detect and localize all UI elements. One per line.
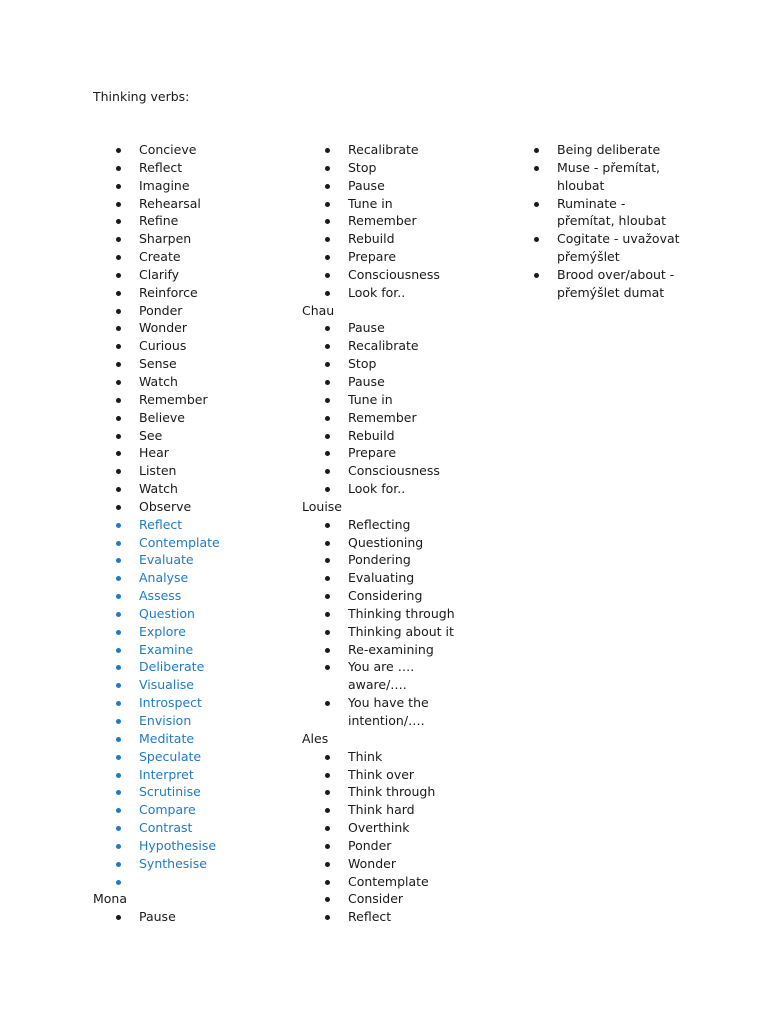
list-item-text: Think through <box>348 784 436 800</box>
list-item <box>302 462 502 480</box>
list-item <box>302 837 502 855</box>
bullet-icon <box>116 309 121 314</box>
bullet-icon <box>116 594 121 599</box>
list-item <box>302 319 502 337</box>
list-item-text: Scrutinise <box>139 784 201 800</box>
list-item-text: Reflect <box>348 909 392 925</box>
list-item <box>93 462 293 480</box>
list-item <box>93 837 293 855</box>
bullet-icon <box>325 487 330 492</box>
bullet-icon <box>116 237 121 242</box>
bullet-icon <box>325 291 330 296</box>
list-item <box>302 641 502 659</box>
list-item-text: Questioning <box>348 534 424 550</box>
list-item-text: Concieve <box>139 142 197 157</box>
list-item <box>93 498 293 516</box>
bullet-icon <box>116 523 121 528</box>
list-item-text: Considering <box>348 588 423 604</box>
bullet-icon <box>325 808 330 813</box>
bullet-icon <box>534 202 539 207</box>
list-item-text: Ruminate - přemítat, hloubat <box>557 195 667 229</box>
list-item-text: Reflect <box>139 516 183 532</box>
bullet-icon <box>116 844 121 849</box>
document-title: Thinking verbs: <box>93 89 190 104</box>
list-item-text: Hypothesise <box>139 837 217 853</box>
bullet-icon <box>116 648 121 653</box>
list-item-text: Remember <box>348 409 417 425</box>
list-item <box>511 141 681 159</box>
list-item <box>93 908 293 926</box>
list-item-text: Tune in <box>348 391 393 407</box>
list-item-text: Tune in <box>348 195 393 211</box>
list-item <box>302 623 502 641</box>
bullet-icon <box>325 398 330 403</box>
list-item <box>302 908 502 926</box>
list-item <box>93 569 293 587</box>
list-item-text: Brood over/about - přemýšlet dumat <box>557 266 675 300</box>
list-item <box>93 748 293 766</box>
bullet-icon <box>325 826 330 831</box>
bullet-icon <box>534 148 539 153</box>
bullet-icon <box>116 665 121 670</box>
list-item <box>302 195 502 213</box>
bullet-icon <box>116 148 121 153</box>
bullet-icon <box>325 790 330 795</box>
list-item <box>302 694 472 730</box>
list-item-text: Contemplate <box>139 534 220 550</box>
list-item-text: Consider <box>348 891 404 907</box>
bullet-icon <box>116 880 121 885</box>
list-item-text: Pause <box>139 909 176 925</box>
list-item-text: Wonder <box>139 320 187 336</box>
list-item-text: Ponder <box>139 302 183 318</box>
list-item-text: You have the intention/…. <box>348 695 429 728</box>
list-item-text: Watch <box>139 373 178 389</box>
list-item-text: Rebuild <box>348 427 395 443</box>
list-item-text: Speculate <box>139 748 202 764</box>
list-item <box>302 783 502 801</box>
bullet-icon <box>116 398 121 403</box>
bullet-icon <box>534 237 539 242</box>
list-item <box>302 159 502 177</box>
bullet-icon <box>325 576 330 581</box>
list-item-text: Recalibrate <box>348 338 419 354</box>
list-item-text: Ponder <box>348 837 392 853</box>
list-item-text: Sense <box>139 356 177 372</box>
list-item-text: Stop <box>348 356 377 372</box>
bullet-icon <box>116 434 121 439</box>
bullet-icon <box>116 737 121 742</box>
list-item <box>93 766 293 784</box>
list-item <box>302 391 502 409</box>
list-item <box>93 801 293 819</box>
bullet-icon <box>116 184 121 189</box>
list-item-text: Prepare <box>348 445 397 461</box>
list-item <box>93 355 293 373</box>
list-item-text: Hear <box>139 445 169 461</box>
list-item-text: Thinking about it <box>348 623 454 639</box>
list-item <box>302 873 502 891</box>
list-item-text: Rebuild <box>348 231 395 247</box>
list-item <box>302 551 502 569</box>
bullet-icon <box>325 273 330 278</box>
list-item <box>302 516 502 534</box>
bullet-icon <box>325 541 330 546</box>
bullet-icon <box>325 665 330 670</box>
bullet-icon <box>116 576 121 581</box>
bullet-icon <box>116 291 121 296</box>
list-item <box>302 427 502 445</box>
bullet-icon <box>325 648 330 653</box>
bullet-icon <box>325 362 330 367</box>
bullet-icon <box>116 915 121 920</box>
list-item <box>511 159 686 195</box>
bullet-icon <box>325 630 330 635</box>
bullet-icon <box>116 505 121 510</box>
bullet-icon <box>325 416 330 421</box>
list-item <box>93 641 293 659</box>
list-item-text: Overthink <box>348 820 410 836</box>
section-heading: Chau <box>302 302 335 318</box>
list-item-text: Curious <box>139 338 187 354</box>
list-item-text: Pause <box>348 320 385 336</box>
list-item <box>93 819 293 837</box>
list-item <box>302 212 502 230</box>
list-item <box>93 730 293 748</box>
list-item-text: Analyse <box>139 570 189 586</box>
list-item <box>302 819 502 837</box>
bullet-icon <box>325 237 330 242</box>
list-item <box>302 766 502 784</box>
list-item <box>93 623 293 641</box>
list-item-text: Clarify <box>139 266 180 282</box>
list-item-text: Re-examining <box>348 641 434 657</box>
list-item <box>302 409 502 427</box>
bullet-icon <box>116 773 121 778</box>
bullet-icon <box>116 862 121 867</box>
list-item <box>93 266 293 284</box>
list-item <box>93 444 293 462</box>
list-item-text: Synthesise <box>139 855 207 871</box>
list-item <box>302 569 502 587</box>
list-item <box>302 534 502 552</box>
bullet-icon <box>116 362 121 367</box>
bullet-icon <box>116 719 121 724</box>
list-item <box>93 302 293 320</box>
section-heading: Mona <box>93 891 128 907</box>
bullet-icon <box>325 148 330 153</box>
list-item <box>302 890 502 908</box>
list-item-text: Think <box>348 748 383 764</box>
list-item-text: Listen <box>139 463 177 479</box>
list-item <box>93 873 293 891</box>
list-item-text: Rehearsal <box>139 195 201 211</box>
bullet-icon <box>116 326 121 331</box>
bullet-icon <box>116 790 121 795</box>
list-item <box>93 427 293 445</box>
bullet-icon <box>534 273 539 278</box>
list-item-text: Evaluate <box>139 552 194 568</box>
bullet-icon <box>325 612 330 617</box>
list-item-text: See <box>139 427 163 443</box>
bullet-icon <box>116 469 121 474</box>
list-item-text: Visualise <box>139 677 194 693</box>
bullet-icon <box>325 434 330 439</box>
list-item-text: Pondering <box>348 552 411 568</box>
bullet-icon <box>325 862 330 867</box>
list-item <box>93 516 293 534</box>
list-item-text: Reflecting <box>348 516 411 532</box>
list-item-text: Evaluating <box>348 570 415 586</box>
list-item <box>302 373 502 391</box>
bullet-icon <box>116 826 121 831</box>
list-item <box>302 248 502 266</box>
list-item <box>93 177 293 195</box>
list-item <box>302 266 502 284</box>
list-item <box>93 658 293 676</box>
list-item-text: Observe <box>139 498 192 514</box>
bullet-icon <box>116 487 121 492</box>
list-item-text: Meditate <box>139 730 195 746</box>
bullet-icon <box>325 202 330 207</box>
list-item <box>93 480 293 498</box>
list-item-text: Sharpen <box>139 231 192 247</box>
bullet-icon <box>325 880 330 885</box>
list-item-text: Contrast <box>139 820 193 836</box>
list-item-text: Consciousness <box>348 463 440 479</box>
list-item-text: Create <box>139 249 181 265</box>
section-heading: Ales <box>302 730 329 746</box>
list-item-text: Contemplate <box>348 873 429 889</box>
verb-column-2 <box>302 141 502 926</box>
bullet-icon <box>325 326 330 331</box>
bullet-icon <box>116 683 121 688</box>
bullet-icon <box>534 166 539 171</box>
list-item-text: Imagine <box>139 177 190 193</box>
bullet-icon <box>325 380 330 385</box>
list-item <box>302 337 502 355</box>
list-item-text: Interpret <box>139 766 194 782</box>
list-item-text: Introspect <box>139 695 202 711</box>
bullet-icon <box>325 184 330 189</box>
list-item <box>93 212 293 230</box>
list-item <box>93 230 293 248</box>
list-item-text: Think over <box>348 766 415 782</box>
list-item <box>302 658 472 694</box>
bullet-icon <box>325 897 330 902</box>
bullet-icon <box>325 523 330 528</box>
list-item-text: Question <box>139 605 195 621</box>
list-item-text: Refine <box>139 213 179 229</box>
list-item <box>302 141 502 159</box>
bullet-icon <box>116 541 121 546</box>
list-item-text: Watch <box>139 481 178 497</box>
list-item-text: Look for.. <box>348 481 406 497</box>
list-item <box>302 444 502 462</box>
list-item <box>302 855 502 873</box>
verb-column-1 <box>93 141 293 926</box>
list-item <box>302 587 502 605</box>
bullet-icon <box>325 773 330 778</box>
list-item <box>93 534 293 552</box>
list-item-text: Wonder <box>348 855 396 871</box>
bullet-icon <box>116 451 121 456</box>
bullet-icon <box>116 808 121 813</box>
list-item-text: Pause <box>348 373 385 389</box>
list-item-text: Think hard <box>348 802 415 818</box>
list-item-text: Remember <box>139 391 208 407</box>
list-item-text: Envision <box>139 713 192 728</box>
bullet-icon <box>116 558 121 563</box>
list-item <box>511 195 686 231</box>
bullet-icon <box>325 558 330 563</box>
list-item <box>93 855 293 873</box>
list-item-text: Assess <box>139 588 182 604</box>
list-item-text: Compare <box>139 802 196 818</box>
list-item-text: Remember <box>348 213 417 229</box>
list-item <box>302 177 502 195</box>
bullet-icon <box>325 451 330 456</box>
bullet-icon <box>325 755 330 760</box>
list-item-text: Deliberate <box>139 659 205 675</box>
bullet-icon <box>325 344 330 349</box>
bullet-icon <box>325 701 330 706</box>
bullet-icon <box>116 630 121 635</box>
bullet-icon <box>116 166 121 171</box>
list-item <box>302 480 502 498</box>
list-item <box>93 248 293 266</box>
bullet-icon <box>116 202 121 207</box>
list-item <box>93 676 293 694</box>
list-item-text: Reflect <box>139 159 183 175</box>
bullet-icon <box>116 219 121 224</box>
list-item <box>93 712 293 730</box>
bullet-icon <box>325 166 330 171</box>
bullet-icon <box>116 255 121 260</box>
list-item <box>93 159 293 177</box>
list-item-text: Reinforce <box>139 284 198 300</box>
bullet-icon <box>325 219 330 224</box>
list-item <box>93 337 293 355</box>
list-item <box>93 391 293 409</box>
list-item-text: Believe <box>139 409 185 425</box>
list-item-text: Thinking through <box>348 605 455 621</box>
bullet-icon <box>116 380 121 385</box>
bullet-icon <box>325 594 330 599</box>
list-item <box>302 355 502 373</box>
list-item-text: Consciousness <box>348 266 440 282</box>
list-item <box>93 141 293 159</box>
bullet-icon <box>116 416 121 421</box>
list-item-text: Muse - přemítat, hloubat <box>557 159 660 193</box>
list-item <box>93 587 293 605</box>
bullet-icon <box>116 755 121 760</box>
list-item-text: Look for.. <box>348 284 406 300</box>
list-item <box>302 605 502 623</box>
list-item <box>93 409 293 427</box>
list-item-text: Pause <box>348 177 385 193</box>
list-item <box>511 266 686 302</box>
list-item-text: Recalibrate <box>348 142 419 157</box>
list-item-text: Stop <box>348 159 377 175</box>
bullet-icon <box>116 273 121 278</box>
list-item-text: Prepare <box>348 249 397 265</box>
list-item-text: Cogitate - uvažovat přemýšlet <box>557 231 680 265</box>
list-item <box>511 230 686 266</box>
bullet-icon <box>325 255 330 260</box>
list-item <box>302 230 502 248</box>
list-item <box>93 373 293 391</box>
list-item <box>93 195 293 213</box>
list-item <box>302 284 502 302</box>
verb-column-3 <box>511 141 681 302</box>
section-heading: Louise <box>302 498 342 514</box>
bullet-icon <box>116 612 121 617</box>
list-item-text: You are …. aware/…. <box>348 659 415 693</box>
list-item <box>93 783 293 801</box>
list-item-text: Being deliberate <box>557 142 661 157</box>
bullet-icon <box>116 701 121 706</box>
list-item <box>93 284 293 302</box>
list-item-text: Explore <box>139 623 186 639</box>
bullet-icon <box>325 844 330 849</box>
bullet-icon <box>116 344 121 349</box>
bullet-icon <box>325 915 330 920</box>
list-item <box>302 801 502 819</box>
list-item <box>93 551 293 569</box>
list-item <box>93 605 293 623</box>
bullet-icon <box>325 469 330 474</box>
list-item-text: Examine <box>139 641 194 657</box>
list-item <box>93 694 293 712</box>
list-item <box>302 748 502 766</box>
list-item <box>93 319 293 337</box>
